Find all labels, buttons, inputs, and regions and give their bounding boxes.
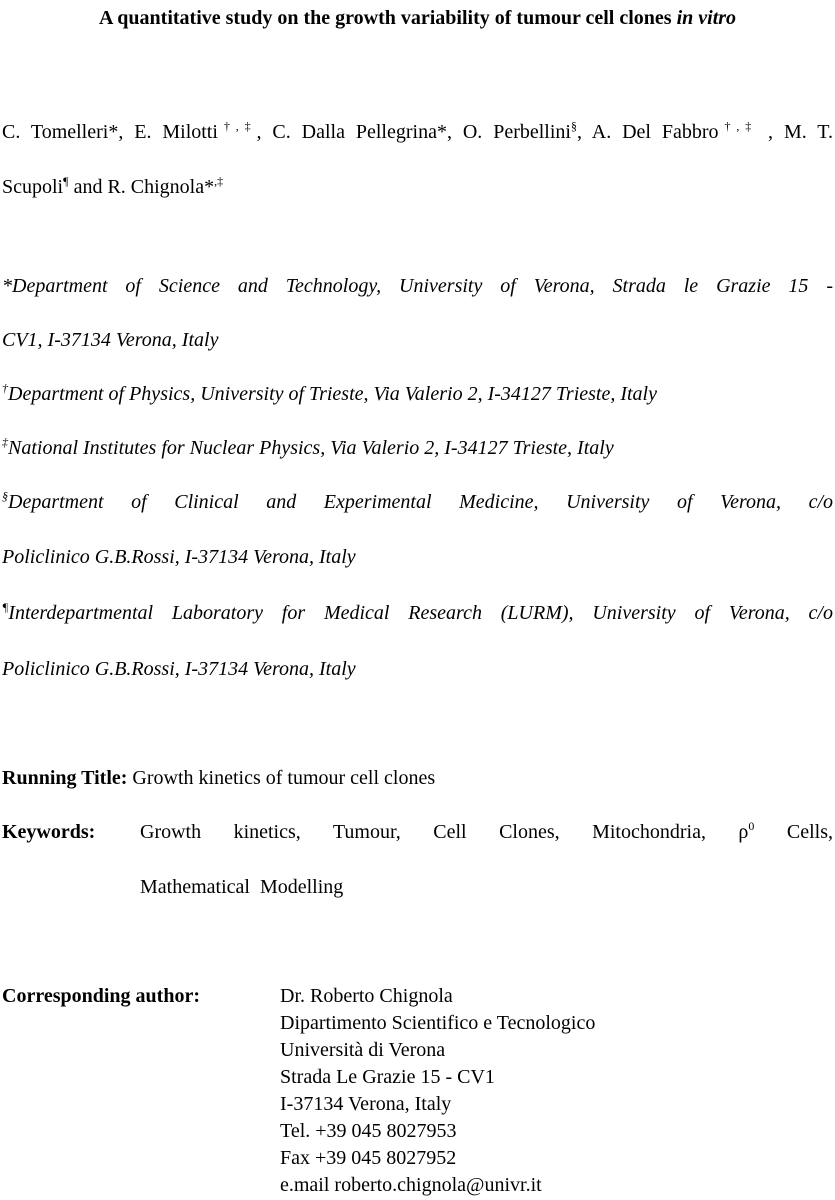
email: e.mail roberto.chignola@univr.it [280,1174,542,1196]
affiliation-mark: § [2,489,8,503]
paper-title [2,6,833,30]
keywords-text: Growth kinetics, Tumour, Cell Clones, Mitochondria, ρ [140,821,749,843]
affiliation-4 [2,490,833,514]
corresponding-author-label: Corresponding author: [2,985,200,1007]
affiliation-5 [2,601,833,625]
affiliation-5-cont [2,657,833,681]
keywords-sup: 0 [748,819,755,833]
corresponding-name: Dr. Roberto Chignola [280,985,453,1007]
phone: Tel. +39 045 8027953 [280,1120,457,1142]
running-title [2,766,833,790]
affiliation-1-cont [2,328,833,352]
author-mark: ,‡ [214,174,224,188]
affiliation-3 [2,436,833,460]
address-line: Università di Verona [280,1039,446,1061]
address-line: Strada Le Grazie 15 - CV1 [280,1066,495,1088]
affiliation-text: Policlinico G.B.Rossi, I-37134 Verona, Italy [2,546,356,568]
author: , A. Del Fabbro [576,121,719,143]
corresponding-address [280,983,595,1199]
title-italic: in vitro [676,7,737,29]
affiliation-text: National Institutes for Nuclear Physics, Via Valerio 2, I-34127 Trieste, Italy [8,437,614,459]
affiliation-mark: † [2,381,8,395]
keywords-line-1 [140,820,833,844]
address-line: Dipartimento Scientifico e Tecnologico [280,1012,596,1034]
author: C. Tomelleri* [2,121,119,143]
author-list-line-2 [2,175,833,199]
affiliation-4-cont [2,545,833,569]
affiliation-1 [2,274,833,298]
author: , C. Dalla Pellegrina*, O. Perbellini [256,121,571,143]
affiliation-2 [2,382,833,406]
keywords-text: Mathematical Modelling [140,876,344,898]
author: , M. T. [768,121,833,143]
author-list-line-1 [2,120,833,144]
title-text: A quantitative study on the growth variability of tumour cell clones [98,7,672,29]
affiliation-text: CV1, I-37134 Verona, Italy [2,329,219,351]
author-mark: †,‡ [217,119,257,133]
affiliation-text: Department of Clinical and Experimental Medicine, University of Verona, c/o [8,491,833,513]
running-title-label: Running Title: [2,767,128,789]
author: and R. Chignola* [68,176,215,198]
fax: Fax +39 045 8027952 [280,1147,457,1169]
author: , E. Milotti [118,121,218,143]
author-mark: ¶ [63,174,69,188]
keywords-line-2 [140,875,833,899]
address-line: I-37134 Verona, Italy [280,1093,452,1115]
author: Scupoli [2,176,64,198]
affiliation-text: *Department of Science and Technology, University of Verona, Strada le Grazie 15 - [2,275,833,297]
keywords-text: Cells, [754,821,833,843]
affiliation-text: Department of Physics, University of Trieste, Via Valerio 2, I-34127 Trieste, Italy [8,383,657,405]
affiliation-text: Policlinico G.B.Rossi, I-37134 Verona, Italy [2,658,356,680]
keywords-label-wrap [2,820,132,844]
affiliation-mark: ¶ [2,600,9,614]
author-mark: †,‡ [718,119,758,133]
affiliation-text: Interdepartmental Laboratory for Medical Research (LURM), University of Verona, c/o [8,602,833,624]
author-mark: § [570,119,577,133]
running-title-value: Growth kinetics of tumour cell clones [132,767,436,789]
affiliation-mark: ‡ [2,435,8,449]
keywords-label: Keywords: [2,821,96,843]
